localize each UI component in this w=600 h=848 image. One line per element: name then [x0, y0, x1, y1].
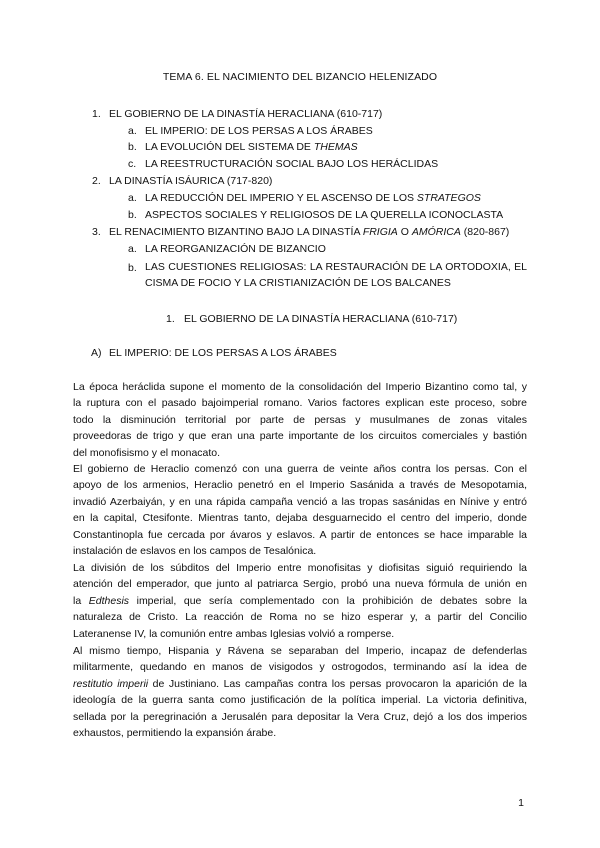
- outline-item: EL GOBIERNO DE LA DINASTÍA HERACLIANA (610-717): [109, 108, 383, 120]
- outline-sub-item-multiline: LAS CUESTIONES RELIGIOSAS: LA RESTAURACIÓN DE LA ORTODOXIA, EL CISMA DE FOCIO Y LA CRISTIANIZACIÓN DE LOS BALCANES: [145, 261, 527, 290]
- outline-sub-letter: c.: [128, 158, 137, 170]
- outline-sub-letter: a.: [128, 243, 137, 255]
- page-number: 1: [518, 797, 524, 809]
- outline-sub-item: LA REDUCCIÓN DEL IMPERIO Y EL ASCENSO DE LOS STRATEGOS: [145, 192, 481, 204]
- outline-sub-letter: b.: [128, 141, 137, 153]
- subsection-heading: EL IMPERIO: DE LOS PERSAS A LOS ÁRABES: [109, 347, 337, 359]
- outline-item: EL RENACIMIENTO BIZANTINO BAJO LA DINASTÍA FRIGIA O AMÓRICA (820-867): [109, 226, 510, 238]
- outline-number: 1.: [92, 108, 101, 120]
- body-paragraph: El gobierno de Heraclio comenzó con una guerra de veinte años contra los persas. Con el apoyo de los armenios, Heraclio penetró en el Imperio Sasánida a través de Mesopotamia, invadió Azerbaiyán, y en una rápida campaña venció a las tropas sasánidas en Nínive y entró en la capital, Ctesifonte. Mientras tanto, dejaba desguarnecido el centro del imperio, donde Constantinopla fue cercada por ávaros y eslavos. A partir de entonces se hace imparable la instalación de eslavos en los campos de Tesalónica.: [73, 463, 527, 557]
- body-paragraph: La época heráclida supone el momento de la consolidación del Imperio Bizantino como tal, y la ruptura con el pasado bajoimperial romano. Varios factores explican este proceso, sobre todo la disminución territorial por parte de persas y musulmanes de zonas vitales proveedoras de trigo y que eran una parte importante de los circuitos comerciales y bastión del monofisismo y el monacato.: [73, 381, 527, 459]
- outline-sub-item: ASPECTOS SOCIALES Y RELIGIOSOS DE LA QUERELLA ICONOCLASTA: [145, 209, 504, 221]
- outline-sub-letter: b.: [128, 262, 137, 274]
- section-heading: EL GOBIERNO DE LA DINASTÍA HERACLIANA (610-717): [184, 313, 458, 325]
- outline-number: 3.: [92, 226, 101, 238]
- outline-sub-item: LA EVOLUCIÓN DEL SISTEMA DE THEMAS: [145, 141, 358, 153]
- subsection-heading-letter: A): [91, 347, 102, 359]
- outline-item: LA DINASTÍA ISÁURICA (717-820): [109, 175, 273, 187]
- section-heading-number: 1.: [166, 313, 175, 325]
- outline-sub-item: EL IMPERIO: DE LOS PERSAS A LOS ÁRABES: [145, 125, 373, 137]
- document-title: TEMA 6. EL NACIMIENTO DEL BIZANCIO HELENIZADO: [162, 71, 438, 83]
- body-paragraph: Al mismo tiempo, Hispania y Rávena se separaban del Imperio, incapaz de defenderlas militarmente, quedando en manos de visigodos y ostrogodos, terminando así la idea de restitutio imperii de Justiniano. Las campañas contra los persas provocaron la aparición de la ideología de la guerra santa como justificación de la política imperial. La victoria definitiva, sellada por la peregrinación a Jerusalén para depositar la Vera Cruz, dejó a los dos imperios exhaustos, permitiendo la expansión árabe.: [73, 645, 527, 739]
- outline-sub-item: LA REESTRUCTURACIÓN SOCIAL BAJO LOS HERÁCLIDAS: [145, 158, 439, 170]
- outline-sub-item: LA REORGANIZACIÓN DE BIZANCIO: [145, 243, 326, 255]
- outline-number: 2.: [92, 175, 101, 187]
- outline-sub-letter: a.: [128, 192, 137, 204]
- outline-sub-letter: b.: [128, 209, 137, 221]
- body-paragraph: La división de los súbditos del Imperio entre monofisitas y diofisitas siguió requiriendo la atención del emperador, que junto al patriarca Sergio, probó una nueva fórmula de unión en la Edthesis imperial, que sería complementado con la prohibición de debates sobre la naturaleza de Cristo. La reacción de Roma no se hizo esperar y, a partir del Concilio Lateranense IV, la comunión entre ambas Iglesias volvió a romperse.: [73, 562, 527, 640]
- outline-sub-letter: a.: [128, 125, 137, 137]
